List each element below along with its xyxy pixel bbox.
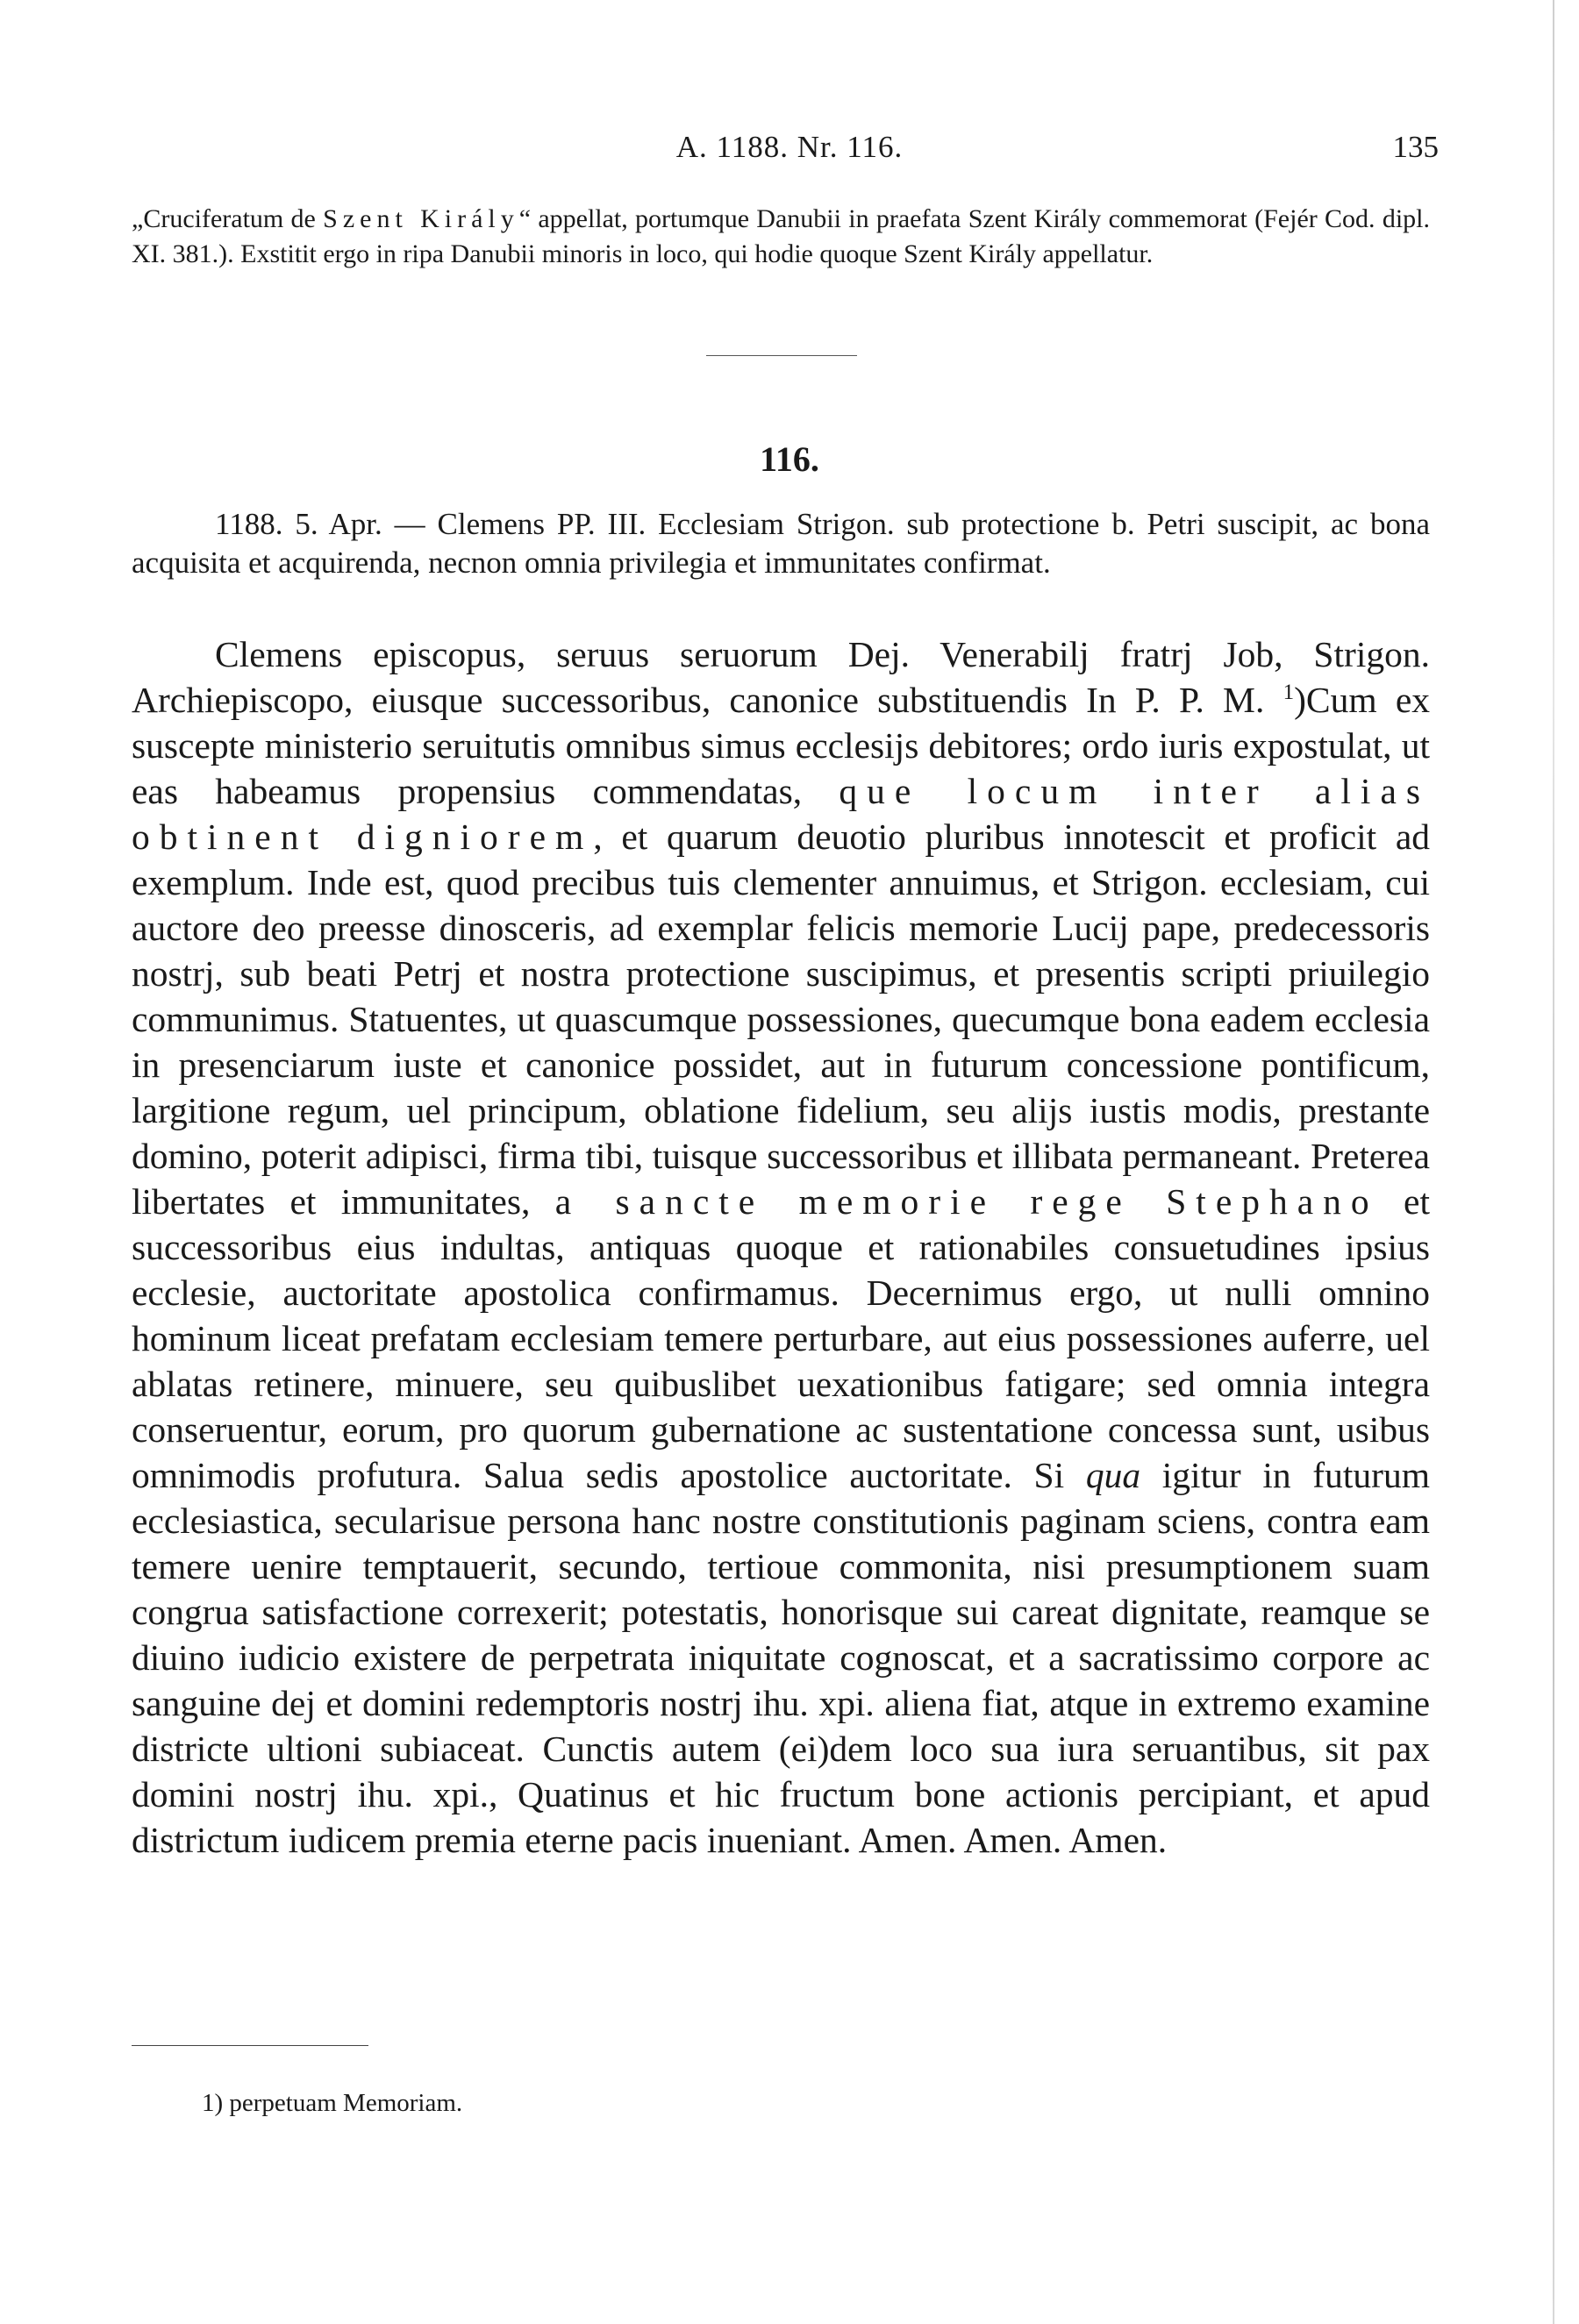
charter-italic-word: qua (1085, 1455, 1141, 1495)
document-regest: 1188. 5. Apr. — Clemens PP. III. Ecclesiam Strigon. sub protectione b. Petri suscipit, ac bona acquisita et acquirenda, necnon omnia privilegia et immunitates confirmat. (132, 507, 1430, 580)
footnote-divider (132, 2045, 368, 2046)
page-number: 135 (1392, 130, 1439, 164)
charter-text-5: igitur in futurum ecclesiastica, secularisue persona hanc nostre constitutionis paginam sciens, contra eam temere uenire temptauerit, secundo, tertioue commonita, nisi presumptionem suam congrua satisfactione correxerit; potestatis, honorisque sui careat dignitate, reamque se diuino iudicio existere de perpetrata iniquitate cognoscat, et a sacratissimo corpore ac sanguine dej et domini redemptoris nostrj ihu. xpi. aliena fiat, atque in extremo examine districte ultioni subiaceat. Cunctis autem (ei)dem loco sua iura seruantibus, sit pax domini nostrj ihu. xpi., Quatinus et hic fructum bone actionis percipiant, et apud districtum iudicem premia eterne pacis inueniant. Amen. Amen. Amen. (132, 1455, 1431, 1860)
intro-text-start: „Cruciferatum de (132, 204, 324, 233)
charter-text-4: et successoribus eius indultas, antiquas quoque et rationabiles consuetudines ipsius ecclesie, auctoritate apostolica confirmamus. Decernimus ergo, ut nulli omnino hominum liceat prefatam ecclesiam temere perturbare, aut eius possessiones auferre, uel ablatas retinere, minuere, seu quibuslibet uexationibus fatigare; sed omnia integra conseruentur, eorum, pro quorum gubernatione ac sustentatione concessa sunt, usibus omnimodis profutura. Salua sedis apostolice auctoritate. Si (132, 1181, 1431, 1495)
running-head (0, 130, 1579, 174)
running-head-title: A. 1188. Nr. 116. (675, 130, 904, 164)
charter-text (132, 631, 1430, 1863)
charter-spaced-phrase-1: que locum inter alias obtinent digniorem (132, 771, 1431, 857)
charter-spaced-phrase-2: a sancte memorie rege Stephano (554, 1181, 1379, 1222)
charter-text-1: Clemens episcopus, seruus seruorum Dej. Venerabilj fratrj Job, Strigon. Archiepiscopo, eiusque successoribus, canonice substituendis In P. P. M. (132, 634, 1430, 720)
intro-paragraph (132, 202, 1430, 272)
section-divider (706, 355, 857, 356)
document-number: 116. (760, 439, 819, 479)
footnote-reference: 1 (1282, 681, 1295, 705)
intro-place-spaced: Szent Király (323, 204, 519, 233)
scan-edge-line (1553, 0, 1554, 2324)
intro-text-end: “ appellat, portumque Danubii in praefata Szent Király commemorat (Fejér Cod. dipl. XI. 381.). Exstitit ergo in ripa Danubii minoris in loco, qui hodie quoque Szent Király appellatur. (132, 204, 1431, 268)
footnote: 1) perpetuam Memoriam. (202, 2089, 463, 2117)
charter-text-3: , et quarum deuotio pluribus innotescit et proficit ad exemplum. Inde est, quod precibus tuis clementer annuimus, et Strigon. ecclesiam, cui auctore deo preesse dinosceris, ad exemplar felicis memorie Lucij pape, predecessoris nostrj, sub beati Petrj et nostra protectione suscipimus, et presentis scripti priuilegio communimus. Statuentes, ut quascumque possessiones, quecumque bona eadem ecclesia in presenciarum iuste et canonice possidet, aut in futurum concessione pontificum, largitione regum, uel principum, oblatione fidelium, seu alijs iustis modis, prestante domino, poterit adipisci, firma tibi, tuisque successoribus et illibata permaneant. Preterea libertates et immunitates, (132, 816, 1430, 1222)
charter-text-2: )Cum ex suscepte ministerio seruitutis omnibus simus ecclesijs debitores; ordo iuris expostulat, ut eas habeamus propensius commendatas, (132, 680, 1430, 811)
